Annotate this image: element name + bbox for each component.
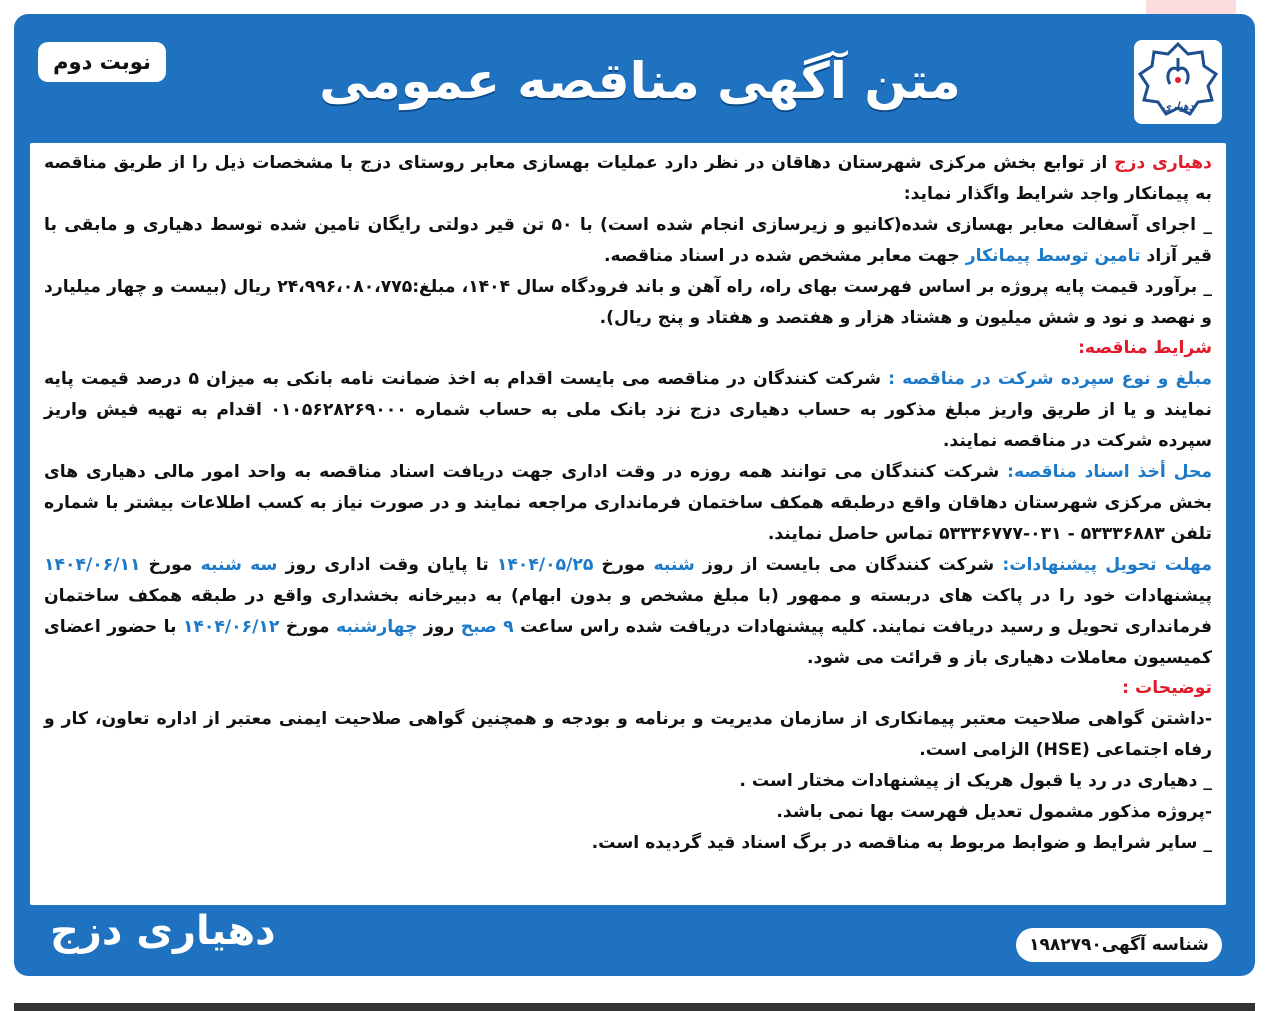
deadline-end-day: سه شنبه xyxy=(200,554,278,575)
deadline-start-date: ۱۴۰۴/۰۵/۲۵ xyxy=(496,554,594,575)
notes-heading: توضیحات : xyxy=(1122,678,1212,699)
deposit-text: شرکت کنندگان در مناقصه می بایست اقدام به اخذ ضمانت نامه بانکی به میزان ۵ درصد قیمت پایه نمایند و یا از طریق واریز مبلغ مذکور به حساب دهیاری دزج نزد بانک ملی به حساب شماره ۰۱۰۵۶۲۸۲۶۹۰۰۰ اقدام به تهیه فیش واریز سپرده شرکت در مناقصه نمایند. xyxy=(44,369,1212,452)
item-asphalt-highlight: تامین توسط پیمانکار xyxy=(965,245,1141,266)
deadline-text: مورخ xyxy=(593,554,654,575)
docs-paragraph xyxy=(44,457,1212,550)
deadline-text: پیشنهادات خود را در پاکت های دربسته و ممهور (با مبلغ مشخص و بدون ابهام) به دبیرخانه بخشداری واقع در طبقه همکف ساختمان فرمانداری تحویل و رسید دریافت نمایند. کلیه پیشنهادات دریافت شده راس ساعت xyxy=(44,585,1212,637)
ad-id-box: شناسه آگهی۱۹۸۲۷۹۰ xyxy=(1016,928,1222,962)
deadline-start-day: شنبه xyxy=(653,554,695,575)
item-asphalt-text: _ اجرای آسفالت معابر بهسازی شده(کانیو و زیرسازی انجام شده است) با ۵۰ تن قیر دولتی رایگان تامین شده توسط دهیاری و مابقی با قیر آزاد xyxy=(44,214,1212,266)
deadline-text: روز xyxy=(417,616,461,637)
notice-body xyxy=(30,143,1226,905)
deadline-text: با حضور اعضای کمیسیون معاملات دهیاری باز و قرائت می شود. xyxy=(44,616,1212,668)
opening-time: ۹ صبح xyxy=(460,616,514,637)
bottom-divider xyxy=(14,1003,1255,1011)
deposit-paragraph xyxy=(44,364,1212,457)
note-item: _ سایر شرایط و ضوابط مربوط به مناقصه در برگ اسناد قید گردیده است. xyxy=(591,832,1212,853)
intro-paragraph xyxy=(44,148,1212,210)
conditions-heading: شرایط مناقصه: xyxy=(1078,338,1212,359)
deadline-text: شرکت کنندگان می بایست از روز xyxy=(694,554,995,575)
note-item: -پروژه مذکور مشمول تعدیل فهرست بها نمی باشد. xyxy=(776,802,1212,823)
opening-day: چهارشنبه xyxy=(335,616,418,637)
docs-label: محل أخذ اسناد مناقصه: xyxy=(999,462,1212,483)
deadline-end-date: ۱۴۰۴/۰۶/۱۱ xyxy=(44,554,141,575)
note-item: -داشتن گواهی صلاحیت معتبر پیمانکاری از سازمان مدیریت و برنامه و بودجه و همچنین گواهی صلاحیت ایمنی معتبر از اداره تعاون، کار و رفاه اجتماعی (HSE) الزامی است. xyxy=(44,709,1212,761)
intro-text: از توابع بخش مرکزی شهرستان دهاقان در نظر دارد عملیات بهسازی معابر روستای دزج با مشخصات ذیل را از طریق مناقصه به پیمانکار واجد شرایط واگذار نماید: xyxy=(44,153,1212,204)
item-asphalt xyxy=(44,210,1212,272)
item-asphalt-tail: جهت معابر مشخص شده در اسناد مناقصه. xyxy=(604,245,966,266)
round-badge: نوبت دوم xyxy=(38,42,166,82)
deadline-text: تا پایان وقت اداری روز xyxy=(277,554,497,575)
org-name: دهیاری دزج xyxy=(1114,153,1212,173)
deposit-label: مبلغ و نوع سپرده شرکت در مناقصه : xyxy=(880,369,1212,390)
dehyari-logo xyxy=(1134,40,1222,124)
deadline-label: مهلت تحویل پیشنهادات: xyxy=(994,554,1212,575)
deadline-text: مورخ xyxy=(279,616,336,637)
opening-date: ۱۴۰۴/۰۶/۱۲ xyxy=(182,616,280,637)
docs-text: شرکت کنندگان می توانند همه روزه در وقت اداری جهت دریافت اسناد مناقصه به واحد امور مالی دهیاری های بخش مرکزی شهرستان دهاقان واقع درطبقه همکف ساختمان فرمانداری مراجعه نمایند و در صورت نیاز به کسب اطلاعات بیشتر با شماره تلفن ۵۳۳۳۶۸۸۳ - ۰۳۱-۵۳۳۳۶۷۷۷ تماس حاصل نمایند. xyxy=(44,462,1212,544)
note-item: _ دهیاری در رد یا قبول هریک از پیشنهادات مختار است . xyxy=(739,771,1212,792)
footer-org-title: دهیاری دزج xyxy=(50,908,276,954)
deadline-paragraph xyxy=(44,550,1212,674)
item-estimate: _ برآورد قیمت پایه پروژه بر اساس فهرست بهای راه، راه آهن و باند فرودگاه سال ۱۴۰۴، مبلغ:۲۴،۹۹۶،۰۸۰،۷۷۵ ریال (بیست و چهار میلیارد و نهصد و نود و شش میلیون و هشتاد هزار و هفتصد و هفتاد و پنج ریال). xyxy=(44,276,1212,328)
logo-caption: دهیاری xyxy=(1162,100,1194,113)
top-decoration xyxy=(1146,0,1236,14)
deadline-text: مورخ xyxy=(140,554,201,575)
notice-title: متن آگهی مناقصه عمومی xyxy=(319,52,961,110)
